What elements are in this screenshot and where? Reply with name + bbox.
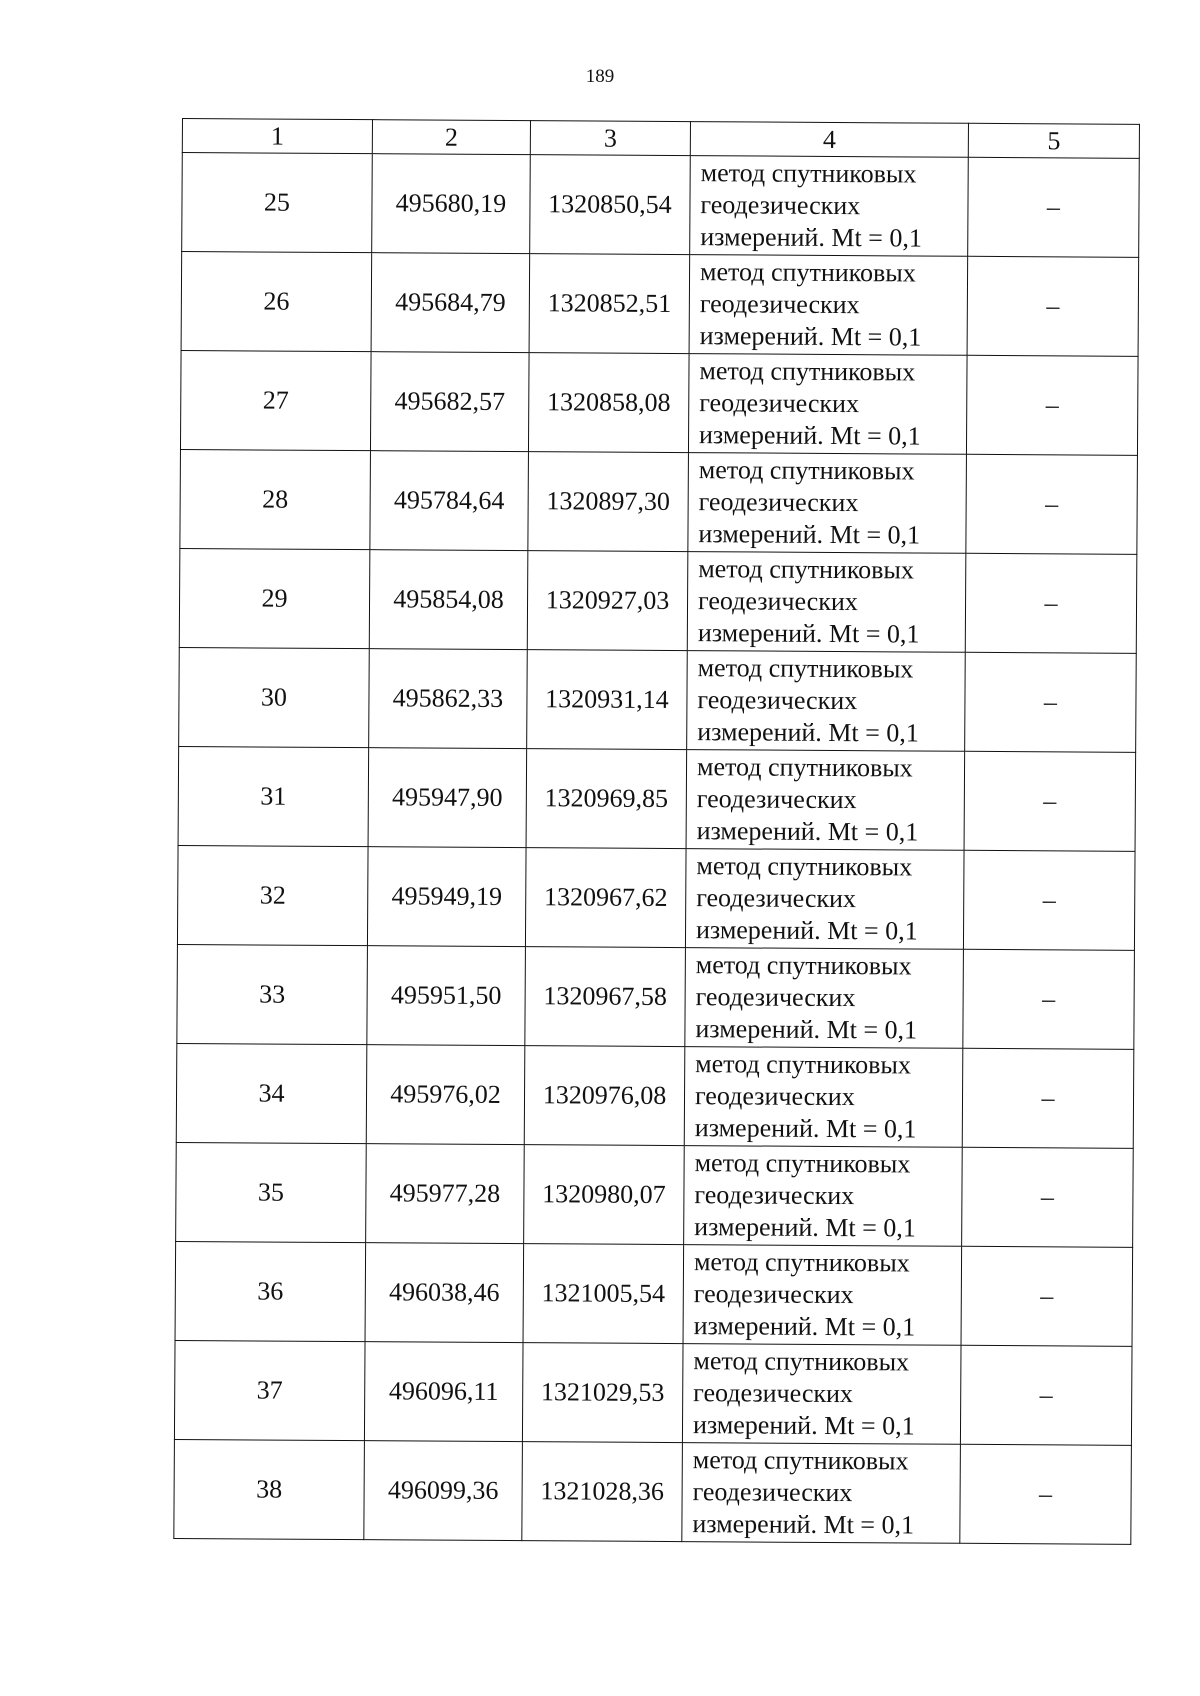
note-cell: – [968, 157, 1140, 257]
method-text-line: геодезических [695, 982, 856, 1013]
table-header-row [182, 119, 1139, 159]
table-body [174, 153, 1139, 1545]
table-row [181, 252, 1139, 357]
method-cell [687, 552, 966, 653]
column-header: 3 [530, 121, 690, 156]
method-text-line: метод спутниковых [700, 158, 917, 189]
y-coordinate-cell: 1320969,85 [526, 749, 687, 849]
method-text-line: метод спутниковых [699, 356, 916, 387]
x-coordinate-cell: 495784,64 [370, 451, 529, 551]
table-row [174, 1340, 1132, 1445]
x-coordinate-cell: 496099,36 [364, 1441, 523, 1541]
x-coordinate-cell: 495862,33 [369, 649, 528, 749]
note-cell: – [962, 1147, 1134, 1247]
method-text-line: измерений. Mt = 0,1 [694, 1212, 916, 1243]
table-row [176, 1043, 1134, 1148]
method-text-line: измерений. Mt = 0,1 [696, 816, 919, 847]
y-coordinate-cell: 1320897,30 [528, 452, 689, 552]
method-text-line: геодезических [700, 190, 861, 221]
method-cell [689, 255, 968, 356]
method-text-line: измерений. Mt = 0,1 [697, 618, 920, 649]
method-text-line: геодезических [696, 883, 857, 914]
column-header: 1 [182, 119, 372, 154]
table-row [175, 1241, 1133, 1346]
x-coordinate-cell: 495949,19 [367, 847, 526, 947]
table-row [177, 944, 1135, 1049]
y-coordinate-cell: 1320931,14 [527, 650, 688, 750]
table-row [178, 746, 1136, 851]
point-number-cell: 32 [177, 845, 368, 945]
y-coordinate-cell: 1320858,08 [528, 353, 689, 453]
method-cell [684, 1047, 963, 1148]
method-text-line: метод спутниковых [698, 455, 915, 486]
method-text-line: измерений. Mt = 0,1 [700, 222, 922, 253]
method-text-line: измерений. Mt = 0,1 [699, 321, 922, 352]
point-number-cell: 29 [179, 548, 370, 648]
note-cell: – [965, 553, 1137, 653]
x-coordinate-cell: 495854,08 [369, 550, 528, 650]
point-number-cell: 34 [176, 1043, 367, 1143]
method-text-line: геодезических [698, 487, 859, 518]
x-coordinate-cell: 496096,11 [364, 1342, 523, 1442]
note-cell: – [963, 949, 1135, 1049]
coordinates-table [173, 118, 1140, 1545]
method-cell [684, 1146, 963, 1247]
y-coordinate-cell: 1321005,54 [523, 1244, 684, 1344]
method-cell [688, 453, 967, 554]
method-cell [683, 1245, 962, 1346]
method-text-line: измерений. Mt = 0,1 [698, 420, 921, 451]
x-coordinate-cell: 495976,02 [366, 1045, 525, 1145]
method-text-line: метод спутниковых [695, 950, 912, 981]
x-coordinate-cell: 496038,46 [365, 1243, 524, 1343]
method-cell [687, 651, 966, 752]
table-row [182, 153, 1140, 258]
table-row [180, 449, 1138, 554]
x-coordinate-cell: 495680,19 [372, 154, 531, 254]
point-number-cell: 27 [180, 350, 371, 450]
note-cell: – [966, 454, 1138, 554]
table-row [174, 1439, 1132, 1544]
method-text-line: метод спутниковых [693, 1247, 910, 1278]
method-text-line: геодезических [699, 289, 860, 320]
table-row [180, 350, 1138, 455]
x-coordinate-cell: 495684,79 [371, 253, 530, 353]
method-cell [690, 156, 969, 257]
point-number-cell: 38 [174, 1439, 365, 1539]
point-number-cell: 31 [178, 746, 369, 846]
method-text-line: измерений. Mt = 0,1 [697, 717, 919, 748]
method-cell [686, 750, 965, 851]
method-text-line: измерений. Mt = 0,1 [692, 1410, 915, 1441]
method-cell [682, 1443, 961, 1544]
method-text-line: геодезических [694, 1081, 855, 1112]
column-header: 2 [372, 120, 530, 155]
method-text-line: геодезических [696, 784, 857, 815]
table-row [179, 647, 1137, 752]
point-number-cell: 30 [179, 647, 370, 747]
note-cell: – [960, 1345, 1132, 1445]
method-text-line: измерений. Mt = 0,1 [694, 1113, 917, 1144]
method-text-line: геодезических [693, 1279, 854, 1310]
note-cell: – [967, 256, 1139, 356]
x-coordinate-cell: 495951,50 [367, 946, 526, 1046]
method-text-line: геодезических [692, 1477, 853, 1508]
method-text-line: метод спутниковых [698, 554, 915, 585]
x-coordinate-cell: 495947,90 [368, 748, 527, 848]
method-text-line: метод спутниковых [692, 1445, 909, 1476]
method-text-line: геодезических [699, 388, 860, 419]
note-cell: – [965, 652, 1137, 752]
method-cell [685, 948, 964, 1049]
method-text-line: метод спутниковых [697, 653, 914, 684]
x-coordinate-cell: 495977,28 [366, 1144, 525, 1244]
method-text-line: геодезических [694, 1180, 855, 1211]
y-coordinate-cell: 1320850,54 [530, 155, 691, 255]
table-row [177, 845, 1135, 950]
method-cell [682, 1344, 961, 1445]
note-cell: – [964, 751, 1136, 851]
note-cell: – [962, 1048, 1134, 1148]
y-coordinate-cell: 1320976,08 [524, 1046, 685, 1146]
method-text-line: метод спутниковых [693, 1346, 910, 1377]
method-text-line: измерений. Mt = 0,1 [695, 915, 918, 946]
y-coordinate-cell: 1320967,58 [525, 947, 686, 1047]
point-number-cell: 25 [182, 153, 373, 253]
y-coordinate-cell: 1320852,51 [529, 254, 690, 354]
method-cell [688, 354, 967, 455]
x-coordinate-cell: 495682,57 [370, 352, 529, 452]
point-number-cell: 26 [181, 252, 372, 352]
y-coordinate-cell: 1320967,62 [525, 848, 686, 948]
method-text-line: метод спутниковых [695, 1049, 912, 1080]
method-text-line: метод спутниковых [699, 257, 916, 288]
y-coordinate-cell: 1320980,07 [524, 1145, 685, 1245]
point-number-cell: 37 [174, 1340, 365, 1440]
y-coordinate-cell: 1321028,36 [522, 1442, 683, 1542]
point-number-cell: 28 [180, 449, 371, 549]
method-text-line: метод спутниковых [694, 1148, 911, 1179]
table-row [176, 1142, 1134, 1247]
method-text-line: геодезических [697, 586, 858, 617]
column-header: 4 [690, 122, 968, 158]
method-text-line: измерений. Mt = 0,1 [698, 519, 921, 550]
point-number-cell: 33 [177, 944, 368, 1044]
table-row [179, 548, 1137, 653]
method-cell [685, 849, 964, 950]
method-text-line: измерений. Mt = 0,1 [695, 1014, 918, 1045]
method-text-line: измерений. Mt = 0,1 [692, 1509, 915, 1540]
page-number: 189 [585, 66, 615, 87]
method-text-line: геодезических [697, 685, 858, 716]
y-coordinate-cell: 1320927,03 [527, 551, 688, 651]
point-number-cell: 35 [176, 1142, 367, 1242]
method-text-line: геодезических [693, 1378, 854, 1409]
note-cell: – [960, 1444, 1132, 1544]
note-cell: – [961, 1246, 1133, 1346]
point-number-cell: 36 [175, 1241, 366, 1341]
note-cell: – [966, 355, 1138, 455]
y-coordinate-cell: 1321029,53 [522, 1343, 683, 1443]
method-text-line: метод спутниковых [696, 851, 913, 882]
column-header: 5 [968, 123, 1139, 158]
method-text-line: метод спутниковых [696, 752, 913, 783]
note-cell: – [963, 850, 1135, 950]
method-text-line: измерений. Mt = 0,1 [693, 1311, 916, 1342]
